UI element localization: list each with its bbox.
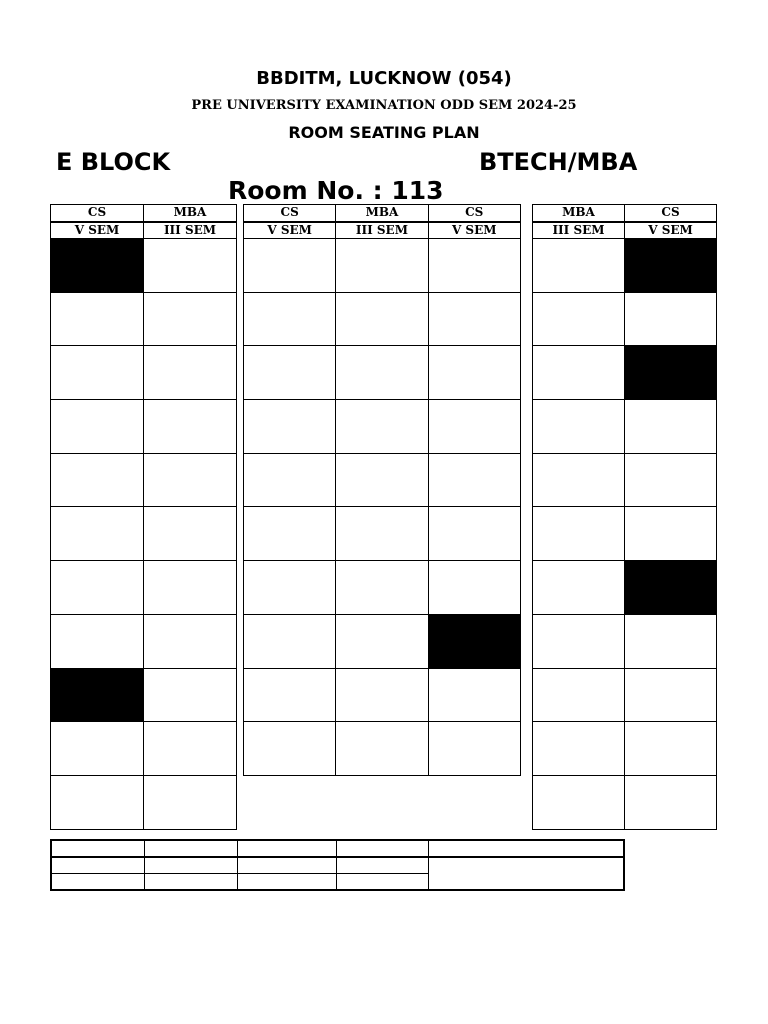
seat-cell xyxy=(533,400,625,454)
seat-cell xyxy=(336,292,428,346)
branch-header-row xyxy=(244,205,521,222)
seat-cell xyxy=(533,453,625,507)
signature-cell xyxy=(428,840,624,857)
seat-row xyxy=(51,722,237,776)
seat-cell xyxy=(625,453,717,507)
branch-header: MBA xyxy=(533,205,625,222)
signature-cell xyxy=(51,874,144,891)
seat-row xyxy=(51,292,237,346)
seat-cell xyxy=(428,346,520,400)
branch-header-row xyxy=(533,205,717,222)
seat-cell xyxy=(51,453,144,507)
seat-cell xyxy=(144,668,237,722)
seat-row xyxy=(51,668,237,722)
seat-cell xyxy=(336,400,428,454)
semester-header-row xyxy=(244,222,521,239)
seating-group-2 xyxy=(243,204,521,776)
seat-cell xyxy=(144,453,237,507)
seat-cell xyxy=(428,668,520,722)
seat-cell xyxy=(533,507,625,561)
signature-cell xyxy=(237,857,336,874)
seat-cell xyxy=(336,722,428,776)
seat-cell xyxy=(51,292,144,346)
seat-cell xyxy=(428,453,520,507)
seat-cell xyxy=(144,239,237,293)
signature-row xyxy=(51,857,624,874)
seat-row xyxy=(533,775,717,829)
seating-group-3 xyxy=(532,204,717,830)
seat-cell xyxy=(336,239,428,293)
seat-row xyxy=(244,346,521,400)
seat-cell xyxy=(625,400,717,454)
seat-cell xyxy=(244,400,336,454)
semester-header: V SEM xyxy=(244,222,336,239)
branch-header: CS xyxy=(625,205,717,222)
seating-group-1 xyxy=(50,204,237,830)
seat-cell-blocked xyxy=(625,346,717,400)
seat-row xyxy=(51,453,237,507)
seat-row xyxy=(244,722,521,776)
seat-row xyxy=(244,400,521,454)
seat-cell xyxy=(533,668,625,722)
seat-cell xyxy=(144,561,237,615)
branch-header: CS xyxy=(51,205,144,222)
seat-cell xyxy=(144,722,237,776)
seat-row xyxy=(533,453,717,507)
seat-cell xyxy=(244,453,336,507)
seat-cell xyxy=(244,561,336,615)
seat-row xyxy=(533,346,717,400)
seat-cell xyxy=(533,561,625,615)
seat-row xyxy=(244,507,521,561)
seat-cell xyxy=(144,614,237,668)
semester-header: III SEM xyxy=(144,222,237,239)
seat-cell xyxy=(428,561,520,615)
seat-row xyxy=(533,292,717,346)
signature-cell xyxy=(237,874,336,891)
semester-header: III SEM xyxy=(336,222,428,239)
seat-cell xyxy=(336,453,428,507)
seat-cell-blocked xyxy=(51,668,144,722)
seat-cell-blocked xyxy=(51,239,144,293)
seat-row xyxy=(51,346,237,400)
seat-cell-blocked xyxy=(625,239,717,293)
signature-cell xyxy=(144,857,237,874)
signature-cell xyxy=(336,840,428,857)
seat-cell xyxy=(144,400,237,454)
program-label: BTECH/MBA xyxy=(479,148,638,176)
seat-cell xyxy=(625,722,717,776)
seat-cell xyxy=(533,722,625,776)
signature-row xyxy=(51,840,624,857)
seat-cell xyxy=(625,507,717,561)
seat-cell xyxy=(244,722,336,776)
seat-cell xyxy=(336,614,428,668)
seat-row xyxy=(244,668,521,722)
seat-cell xyxy=(244,614,336,668)
seat-cell xyxy=(51,614,144,668)
seat-cell xyxy=(244,668,336,722)
room-number: Room No. : 113 xyxy=(228,176,444,205)
seat-cell xyxy=(51,722,144,776)
seat-cell xyxy=(533,614,625,668)
seat-cell xyxy=(51,400,144,454)
seat-row xyxy=(244,561,521,615)
institution-title: BBDITM, LUCKNOW (054) xyxy=(256,68,512,89)
seat-row xyxy=(51,239,237,293)
seat-cell xyxy=(51,561,144,615)
seat-cell xyxy=(51,507,144,561)
seat-cell xyxy=(336,561,428,615)
seat-cell xyxy=(533,292,625,346)
seat-cell xyxy=(336,668,428,722)
seat-row xyxy=(51,561,237,615)
seat-cell xyxy=(336,346,428,400)
seat-cell xyxy=(51,346,144,400)
seat-cell xyxy=(336,507,428,561)
signature-cell xyxy=(237,840,336,857)
semester-header-row xyxy=(51,222,237,239)
seat-row xyxy=(533,507,717,561)
semester-header: V SEM xyxy=(51,222,144,239)
semester-header: III SEM xyxy=(533,222,625,239)
branch-header: MBA xyxy=(336,205,428,222)
branch-header: CS xyxy=(244,205,336,222)
signature-cell xyxy=(51,857,144,874)
seat-row xyxy=(533,561,717,615)
seat-cell xyxy=(244,292,336,346)
branch-header-row xyxy=(51,205,237,222)
seat-row xyxy=(533,239,717,293)
seat-cell xyxy=(244,507,336,561)
seat-row xyxy=(244,614,521,668)
seat-row xyxy=(244,239,521,293)
branch-header: CS xyxy=(428,205,520,222)
seat-row xyxy=(533,614,717,668)
seat-row xyxy=(244,292,521,346)
seat-cell xyxy=(244,239,336,293)
seat-cell xyxy=(625,668,717,722)
seat-cell xyxy=(144,292,237,346)
exam-title: PRE UNIVERSITY EXAMINATION ODD SEM 2024-25 xyxy=(191,98,577,113)
seat-cell-blocked xyxy=(428,614,520,668)
signature-cell xyxy=(336,874,428,891)
signature-cell xyxy=(336,857,428,874)
seat-cell xyxy=(533,239,625,293)
block-label: E BLOCK xyxy=(56,148,171,176)
seat-row xyxy=(244,453,521,507)
seat-cell xyxy=(428,292,520,346)
seat-cell xyxy=(51,775,144,829)
signature-cell xyxy=(428,857,624,890)
seat-row xyxy=(533,668,717,722)
seat-cell xyxy=(144,507,237,561)
seat-row xyxy=(51,507,237,561)
signature-table xyxy=(50,839,625,891)
seat-row xyxy=(51,775,237,829)
semester-header: V SEM xyxy=(625,222,717,239)
seat-cell xyxy=(144,346,237,400)
seat-cell xyxy=(144,775,237,829)
seat-cell xyxy=(625,775,717,829)
seat-row xyxy=(51,400,237,454)
plan-title: ROOM SEATING PLAN xyxy=(288,123,480,142)
seat-cell xyxy=(428,507,520,561)
seat-row xyxy=(51,614,237,668)
seat-cell xyxy=(428,239,520,293)
seat-cell xyxy=(533,346,625,400)
seat-cell xyxy=(244,346,336,400)
seat-cell xyxy=(428,400,520,454)
seat-cell xyxy=(533,775,625,829)
seat-cell-blocked xyxy=(625,561,717,615)
signature-cell xyxy=(51,840,144,857)
seat-cell xyxy=(428,722,520,776)
semester-header-row xyxy=(533,222,717,239)
signature-cell xyxy=(144,874,237,891)
semester-header: V SEM xyxy=(428,222,520,239)
seat-cell xyxy=(625,614,717,668)
branch-header: MBA xyxy=(144,205,237,222)
signature-cell xyxy=(144,840,237,857)
seat-row xyxy=(533,400,717,454)
seat-cell xyxy=(625,292,717,346)
seat-row xyxy=(533,722,717,776)
